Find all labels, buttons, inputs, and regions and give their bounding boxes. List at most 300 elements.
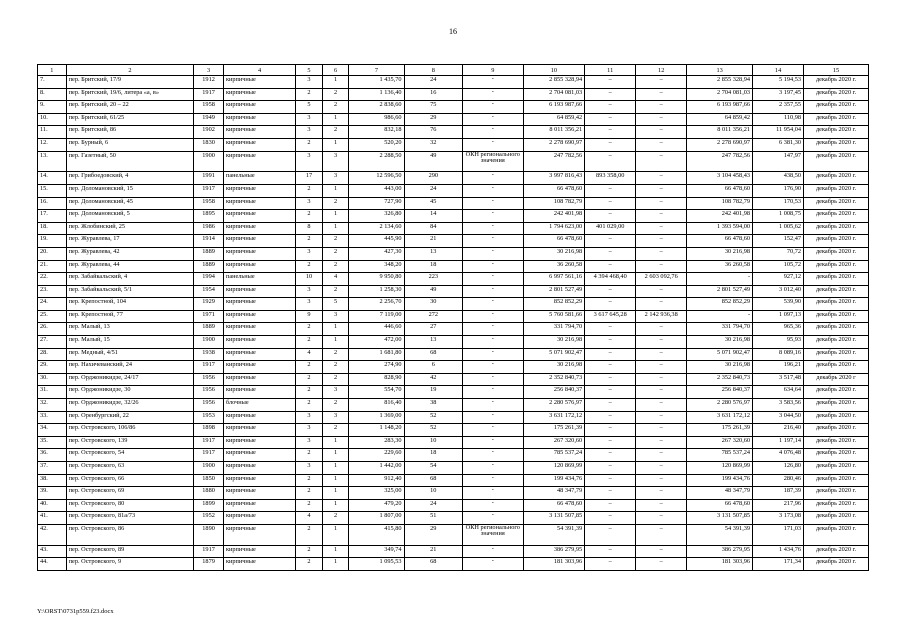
owners-cost-cell: 8 011 356,21 [687, 126, 753, 139]
row-number: 9. [38, 101, 67, 114]
residents-cell: 29 [404, 113, 462, 126]
budget-cost-cell: – [636, 411, 687, 424]
deadline-cell: декабрь 2020 г. [804, 222, 869, 235]
status-cell: - [463, 487, 524, 500]
column-number: 3 [194, 65, 224, 76]
address-cell: пер. Островского, 139 [66, 436, 194, 449]
area-cell: 816,40 [349, 399, 404, 412]
year-cell: 1917 [194, 88, 224, 101]
row-number: 33. [38, 411, 67, 424]
residents-cell: 54 [404, 462, 462, 475]
floors-cell: 5 [296, 101, 323, 114]
address-cell: пер. Доломановский, 45 [66, 197, 194, 210]
table-row [38, 462, 869, 475]
fund-cost-cell: – [585, 298, 636, 311]
table-row [38, 113, 869, 126]
year-cell: 1889 [194, 323, 224, 336]
fund-cost-cell: – [585, 487, 636, 500]
status-cell: - [463, 399, 524, 412]
residents-cell: 75 [404, 101, 462, 114]
cost-per-sqm-cell: 927,12 [753, 273, 804, 286]
entrances-cell: 2 [322, 235, 349, 248]
status-cell: ОКН регионального значения [463, 524, 524, 545]
wall-material-cell: кирпичные [223, 487, 295, 500]
table-row [38, 222, 869, 235]
wall-material-cell: кирпичные [223, 424, 295, 437]
residents-cell: 16 [404, 88, 462, 101]
entrances-cell: 1 [322, 524, 349, 545]
address-cell: пер. Малый, 13 [66, 323, 194, 336]
wall-material-cell: кирпичные [223, 298, 295, 311]
owners-cost-cell: 852 852,29 [687, 298, 753, 311]
column-number: 5 [296, 65, 323, 76]
fund-cost-cell: – [585, 285, 636, 298]
wall-material-cell: кирпичные [223, 184, 295, 197]
total-cost-cell: 30 216,98 [523, 247, 585, 260]
budget-cost-cell: – [636, 88, 687, 101]
floors-cell: 2 [296, 210, 323, 223]
address-cell: пер. Забайкальский, 5/1 [66, 285, 194, 298]
area-cell: 427,30 [349, 247, 404, 260]
entrances-cell: 2 [322, 260, 349, 273]
address-cell: пер. Медный, 4/51 [66, 348, 194, 361]
row-number: 32. [38, 399, 67, 412]
entrances-cell: 1 [322, 184, 349, 197]
budget-cost-cell: – [636, 399, 687, 412]
column-number: 11 [585, 65, 636, 76]
area-cell: 986,60 [349, 113, 404, 126]
table-row [38, 424, 869, 437]
deadline-cell: декабрь 2020 г. [804, 113, 869, 126]
address-cell: пер. Газетный, 50 [66, 151, 194, 172]
residents-cell: 14 [404, 210, 462, 223]
year-cell: 1917 [194, 436, 224, 449]
cost-per-sqm-cell: 965,36 [753, 323, 804, 336]
wall-material-cell: кирпичные [223, 436, 295, 449]
fund-cost-cell: – [585, 113, 636, 126]
cost-per-sqm-cell: 126,80 [753, 462, 804, 475]
address-cell: пер. Островского, 81а/73 [66, 512, 194, 525]
total-cost-cell: 2 704 081,03 [523, 88, 585, 101]
status-cell: - [463, 512, 524, 525]
wall-material-cell: кирпичные [223, 524, 295, 545]
row-number: 34. [38, 424, 67, 437]
floors-cell: 2 [296, 399, 323, 412]
address-cell: пер. Доломановский, 15 [66, 184, 194, 197]
residents-cell: 51 [404, 512, 462, 525]
deadline-cell: декабрь 2020 г. [804, 76, 869, 89]
wall-material-cell: кирпичные [223, 138, 295, 151]
entrances-cell: 2 [322, 399, 349, 412]
total-cost-cell: 331 794,70 [523, 323, 585, 336]
owners-cost-cell: 108 782,79 [687, 197, 753, 210]
fund-cost-cell: – [585, 524, 636, 545]
deadline-cell: декабрь 2020 г. [804, 524, 869, 545]
row-number: 38. [38, 474, 67, 487]
status-cell: - [463, 197, 524, 210]
year-cell: 1900 [194, 462, 224, 475]
entrances-cell: 1 [322, 558, 349, 571]
fund-cost-cell: – [585, 197, 636, 210]
fund-cost-cell: – [585, 386, 636, 399]
deadline-cell: декабрь 2020 г. [804, 247, 869, 260]
column-number: 7 [349, 65, 404, 76]
owners-cost-cell: 3 131 507,85 [687, 512, 753, 525]
total-cost-cell: 256 840,37 [523, 386, 585, 399]
entrances-cell: 2 [322, 247, 349, 260]
entrances-cell: 2 [322, 424, 349, 437]
floors-cell: 3 [296, 247, 323, 260]
residents-cell: 6 [404, 361, 462, 374]
row-number: 22. [38, 273, 67, 286]
year-cell: 1900 [194, 336, 224, 349]
year-cell: 1971 [194, 310, 224, 323]
floors-cell: 2 [296, 323, 323, 336]
owners-cost-cell: 120 869,99 [687, 462, 753, 475]
wall-material-cell: кирпичные [223, 197, 295, 210]
table-row [38, 76, 869, 89]
wall-material-cell: кирпичные [223, 323, 295, 336]
row-number: 36. [38, 449, 67, 462]
address-cell: пер. Островского, 89 [66, 545, 194, 558]
cost-per-sqm-cell: 6 381,30 [753, 138, 804, 151]
status-cell: - [463, 247, 524, 260]
entrances-cell: 1 [322, 449, 349, 462]
address-cell: пер. Островского, 66 [66, 474, 194, 487]
status-cell: - [463, 449, 524, 462]
floors-cell: 3 [296, 126, 323, 139]
entrances-cell: 1 [322, 336, 349, 349]
year-cell: 1929 [194, 298, 224, 311]
floors-cell: 2 [296, 524, 323, 545]
deadline-cell: декабрь 2020 г. [804, 487, 869, 500]
address-cell: пер. Малый, 15 [66, 336, 194, 349]
budget-cost-cell: – [636, 285, 687, 298]
total-cost-cell: 2 280 576,97 [523, 399, 585, 412]
budget-cost-cell: – [636, 151, 687, 172]
year-cell: 1889 [194, 260, 224, 273]
fund-cost-cell: – [585, 462, 636, 475]
owners-cost-cell: 30 216,98 [687, 247, 753, 260]
residents-cell: 30 [404, 298, 462, 311]
budget-cost-cell: – [636, 298, 687, 311]
wall-material-cell: блочные [223, 399, 295, 412]
year-cell: 1917 [194, 184, 224, 197]
table-body [38, 65, 869, 571]
fund-cost-cell: 4 394 468,40 [585, 273, 636, 286]
total-cost-cell: 242 401,98 [523, 210, 585, 223]
area-cell: 9 950,80 [349, 273, 404, 286]
cost-per-sqm-cell: 3 012,40 [753, 285, 804, 298]
year-cell: 1956 [194, 399, 224, 412]
total-cost-cell: 66 478,60 [523, 235, 585, 248]
floors-cell: 17 [296, 172, 323, 185]
column-number: 4 [223, 65, 295, 76]
status-cell: - [463, 499, 524, 512]
budget-cost-cell: – [636, 235, 687, 248]
wall-material-cell: кирпичные [223, 310, 295, 323]
budget-cost-cell: – [636, 558, 687, 571]
address-cell: пер. Крепостной, 77 [66, 310, 194, 323]
cost-per-sqm-cell: 5 194,53 [753, 76, 804, 89]
owners-cost-cell: 5 071 902,47 [687, 348, 753, 361]
total-cost-cell: 2 352 840,73 [523, 373, 585, 386]
total-cost-cell: 3 631 172,12 [523, 411, 585, 424]
year-cell: 1956 [194, 373, 224, 386]
budget-cost-cell: – [636, 499, 687, 512]
floors-cell: 2 [296, 386, 323, 399]
status-cell: - [463, 126, 524, 139]
entrances-cell: 1 [322, 76, 349, 89]
status-cell: - [463, 113, 524, 126]
budget-cost-cell: – [636, 436, 687, 449]
table-row [38, 524, 869, 545]
area-cell: 1 258,30 [349, 285, 404, 298]
entrances-cell: 4 [322, 273, 349, 286]
budget-cost-cell: – [636, 260, 687, 273]
owners-cost-cell: 242 401,98 [687, 210, 753, 223]
deadline-cell: декабрь 2020 г. [804, 138, 869, 151]
total-cost-cell: 386 279,95 [523, 545, 585, 558]
wall-material-cell: кирпичные [223, 101, 295, 114]
status-cell: - [463, 462, 524, 475]
cost-per-sqm-cell: 3 044,50 [753, 411, 804, 424]
budget-cost-cell: – [636, 197, 687, 210]
status-cell: - [463, 260, 524, 273]
entrances-cell: 1 [322, 210, 349, 223]
entrances-cell: 1 [322, 474, 349, 487]
table-row [38, 323, 869, 336]
area-cell: 1 807,00 [349, 512, 404, 525]
residents-cell: 49 [404, 285, 462, 298]
year-cell: 1917 [194, 449, 224, 462]
total-cost-cell: 6 997 561,16 [523, 273, 585, 286]
owners-cost-cell: 331 794,70 [687, 323, 753, 336]
floors-cell: 3 [296, 436, 323, 449]
budget-cost-cell: – [636, 76, 687, 89]
status-cell: - [463, 235, 524, 248]
entrances-cell: 2 [322, 348, 349, 361]
wall-material-cell: кирпичные [223, 361, 295, 374]
fund-cost-cell: – [585, 361, 636, 374]
owners-cost-cell: 6 193 987,66 [687, 101, 753, 114]
fund-cost-cell: – [585, 558, 636, 571]
floors-cell: 2 [296, 336, 323, 349]
residents-cell: 27 [404, 323, 462, 336]
budget-cost-cell: – [636, 424, 687, 437]
owners-cost-cell: 2 801 527,49 [687, 285, 753, 298]
address-cell: пер. Островского, 63 [66, 462, 194, 475]
year-cell: 1994 [194, 273, 224, 286]
status-cell: - [463, 474, 524, 487]
table-row [38, 126, 869, 139]
year-cell: 1958 [194, 101, 224, 114]
deadline-cell: декабрь 2020 г. [804, 558, 869, 571]
wall-material-cell: кирпичные [223, 512, 295, 525]
floors-cell: 3 [296, 285, 323, 298]
row-number: 21. [38, 260, 67, 273]
table-row [38, 545, 869, 558]
deadline-cell: декабрь 2020 г. [804, 462, 869, 475]
total-cost-cell: 54 391,39 [523, 524, 585, 545]
total-cost-cell: 785 537,24 [523, 449, 585, 462]
cost-per-sqm-cell: 105,72 [753, 260, 804, 273]
table-row [38, 138, 869, 151]
row-number: 24. [38, 298, 67, 311]
fund-cost-cell: – [585, 348, 636, 361]
floors-cell: 2 [296, 88, 323, 101]
entrances-cell: 3 [322, 310, 349, 323]
deadline-cell: декабрь 2020 г. [804, 172, 869, 185]
row-number: 14. [38, 172, 67, 185]
area-cell: 912,40 [349, 474, 404, 487]
total-cost-cell: 5 071 902,47 [523, 348, 585, 361]
residents-cell: 24 [404, 499, 462, 512]
area-cell: 832,18 [349, 126, 404, 139]
owners-cost-cell: 2 280 576,97 [687, 399, 753, 412]
residents-cell: 290 [404, 172, 462, 185]
deadline-cell: декабрь 2020 г. [804, 411, 869, 424]
owners-cost-cell: 66 478,60 [687, 235, 753, 248]
deadline-cell: декабрь 2020 г. [804, 499, 869, 512]
row-number: 13. [38, 151, 67, 172]
budget-cost-cell: – [636, 210, 687, 223]
total-cost-cell: 2 801 527,49 [523, 285, 585, 298]
residents-cell: 52 [404, 424, 462, 437]
floors-cell: 3 [296, 298, 323, 311]
address-cell: пер. Бритский, 19/6, литера «а, в» [66, 88, 194, 101]
fund-cost-cell: – [585, 436, 636, 449]
wall-material-cell: кирпичные [223, 411, 295, 424]
cost-per-sqm-cell: 95,93 [753, 336, 804, 349]
deadline-cell: декабрь 2020 г. [804, 151, 869, 172]
entrances-cell: 2 [322, 101, 349, 114]
address-cell: пер. Журавлева, 44 [66, 260, 194, 273]
residents-cell: 223 [404, 273, 462, 286]
total-cost-cell: 2 855 328,94 [523, 76, 585, 89]
entrances-cell: 2 [322, 285, 349, 298]
cost-per-sqm-cell: 216,40 [753, 424, 804, 437]
area-cell: 326,80 [349, 210, 404, 223]
row-number: 20. [38, 247, 67, 260]
cost-per-sqm-cell: 70,72 [753, 247, 804, 260]
residents-cell: 13 [404, 336, 462, 349]
floors-cell: 4 [296, 348, 323, 361]
area-cell: 446,60 [349, 323, 404, 336]
fund-cost-cell: – [585, 247, 636, 260]
deadline-cell: декабрь 2020 г. [804, 260, 869, 273]
area-cell: 445,90 [349, 235, 404, 248]
total-cost-cell: 30 216,98 [523, 336, 585, 349]
row-number: 30. [38, 373, 67, 386]
budget-cost-cell: – [636, 101, 687, 114]
table-row [38, 436, 869, 449]
table-row [38, 348, 869, 361]
year-cell: 1899 [194, 499, 224, 512]
cost-per-sqm-cell: 2 357,55 [753, 101, 804, 114]
column-number: 12 [636, 65, 687, 76]
wall-material-cell: кирпичные [223, 222, 295, 235]
residents-cell: 68 [404, 474, 462, 487]
floors-cell: 3 [296, 151, 323, 172]
area-cell: 274,90 [349, 361, 404, 374]
wall-material-cell: кирпичные [223, 88, 295, 101]
address-cell: пер. Островского, 106/86 [66, 424, 194, 437]
year-cell: 1914 [194, 235, 224, 248]
wall-material-cell: кирпичные [223, 126, 295, 139]
cost-per-sqm-cell: 1 008,75 [753, 210, 804, 223]
address-cell: пер. Забайкальский, 4 [66, 273, 194, 286]
budget-cost-cell: – [636, 462, 687, 475]
total-cost-cell: 6 193 987,66 [523, 101, 585, 114]
table-row [38, 273, 869, 286]
deadline-cell: декабрь 2020 г. [804, 361, 869, 374]
floors-cell: 2 [296, 558, 323, 571]
residents-cell: 10 [404, 487, 462, 500]
deadline-cell: декабрь 2020 г. [804, 348, 869, 361]
total-cost-cell: 175 261,39 [523, 424, 585, 437]
entrances-cell: 2 [322, 512, 349, 525]
owners-cost-cell: 785 537,24 [687, 449, 753, 462]
owners-cost-cell: 66 478,60 [687, 184, 753, 197]
table-row [38, 487, 869, 500]
fund-cost-cell: – [585, 424, 636, 437]
deadline-cell: декабрь 2020 г [804, 373, 869, 386]
floors-cell: 10 [296, 273, 323, 286]
address-cell: пер. Орджоникидзе, 32/26 [66, 399, 194, 412]
deadline-cell: декабрь 2020 г. [804, 235, 869, 248]
budget-cost-cell: 2 603 092,76 [636, 273, 687, 286]
table-row [38, 449, 869, 462]
status-cell: - [463, 172, 524, 185]
owners-cost-cell: - [687, 273, 753, 286]
residents-cell: 45 [404, 197, 462, 210]
table-row [38, 499, 869, 512]
cost-per-sqm-cell: 1 005,62 [753, 222, 804, 235]
register-table [37, 64, 869, 571]
floors-cell: 2 [296, 545, 323, 558]
wall-material-cell: кирпичные [223, 113, 295, 126]
entrances-cell: 1 [322, 436, 349, 449]
entrances-cell: 1 [322, 545, 349, 558]
deadline-cell: декабрь 2020 г. [804, 184, 869, 197]
total-cost-cell: 181 303,96 [523, 558, 585, 571]
budget-cost-cell: – [636, 348, 687, 361]
residents-cell: 29 [404, 524, 462, 545]
address-cell: пер. Бритский, 61/25 [66, 113, 194, 126]
table-row [38, 361, 869, 374]
page-number: 16 [449, 27, 457, 36]
area-cell: 1 148,20 [349, 424, 404, 437]
wall-material-cell: кирпичные [223, 76, 295, 89]
deadline-cell: декабрь 2020 г. [804, 197, 869, 210]
area-cell: 2 838,60 [349, 101, 404, 114]
address-cell: пер. Орджоникидзе, 24/17 [66, 373, 194, 386]
row-number: 17. [38, 210, 67, 223]
area-cell: 520,20 [349, 138, 404, 151]
deadline-cell: декабрь 2020 г. [804, 323, 869, 336]
entrances-cell: 1 [322, 462, 349, 475]
owners-cost-cell: 30 216,98 [687, 336, 753, 349]
wall-material-cell: кирпичные [223, 462, 295, 475]
fund-cost-cell: – [585, 399, 636, 412]
status-cell: - [463, 101, 524, 114]
area-cell: 2 134,60 [349, 222, 404, 235]
status-cell: ОКН регионального значения [463, 151, 524, 172]
fund-cost-cell: – [585, 138, 636, 151]
floors-cell: 3 [296, 113, 323, 126]
floors-cell: 2 [296, 235, 323, 248]
